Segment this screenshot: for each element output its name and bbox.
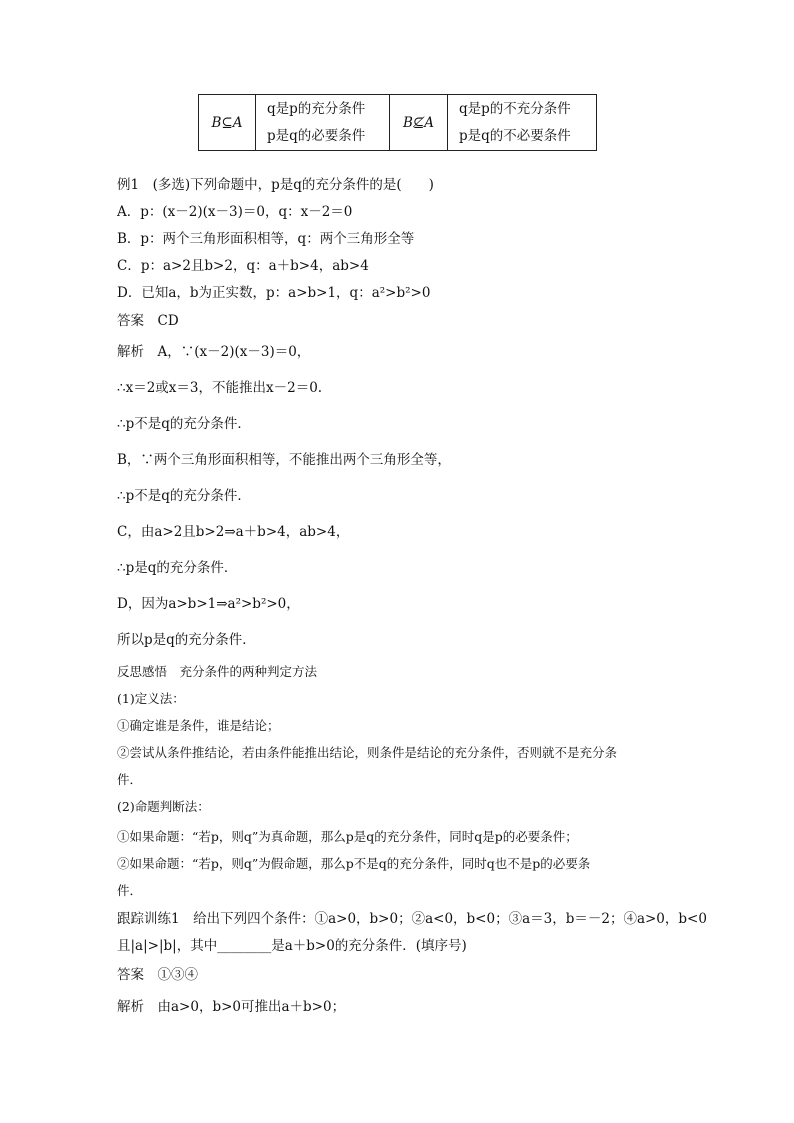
not-subset-cell: B⊈A: [390, 95, 448, 151]
reflection-line: (2)命题判断法：: [117, 799, 210, 814]
desc-line: q是p的不充分条件: [459, 100, 571, 117]
answer: 答案 CD: [117, 313, 179, 329]
desc-cell: [256, 95, 390, 151]
solution-line: D，因为a>b>1⇒a²>b²>0，: [117, 596, 300, 612]
practice-title: 跟踪训练1 给出下列四个条件：①a>0，b>0；②a<0，b<0；③a＝3，b＝－2；④a>0，b<0: [117, 911, 707, 927]
solution-line: ∴x＝2或x＝3，不能推出x－2＝0.: [117, 380, 323, 396]
reflection-line: ②尝试从条件推结论，若由条件能推出结论，则条件是结论的充分条件，否则就不是充分条: [117, 745, 618, 760]
option-a: A．p：(x－2)(x－3)＝0，q：x－2＝0: [117, 204, 353, 220]
solution-line: ∴p不是q的充分条件．: [117, 488, 251, 504]
practice-solution: 解析 由a>0，b>0可推出a＋b>0；: [117, 999, 346, 1015]
reflection-line: ①如果命题：“若p，则q”为真命题，那么p是q的充分条件，同时q是p的必要条件；: [117, 829, 578, 844]
desc-line: q是p的充分条件: [267, 100, 366, 117]
example-title: 例1 (多选)下列命题中，p是q的充分条件的是( ): [117, 177, 434, 193]
solution-line: 解析 A，∵(x－2)(x－3)＝0，: [117, 344, 311, 360]
desc-line: p是q的必要条件: [267, 127, 366, 144]
desc-line: p是q的不必要条件: [459, 127, 571, 144]
solution-line: ∴p不是q的充分条件．: [117, 416, 251, 432]
solution-line: B，∵两个三角形面积相等，不能推出两个三角形全等，: [117, 452, 451, 468]
reflection-line: ②如果命题：“若p，则q”为假命题，那么p不是q的充分条件，同时q也不是p的必要条: [117, 856, 591, 871]
reflection-line: (1)定义法：: [117, 691, 185, 706]
reflection-line: 件．: [117, 883, 143, 898]
subset-cell: B⊆A: [199, 95, 256, 151]
condition-table: [198, 94, 597, 151]
solution-line: ∴p是q的充分条件．: [117, 560, 238, 576]
desc-cell: [448, 95, 597, 151]
option-d: D．已知a，b为正实数，p：a>b>1，q：a²>b²>0: [117, 285, 431, 301]
reflection-heading: 反思感悟 充分条件的两种判定方法: [117, 664, 318, 679]
reflection-line: ①确定谁是条件，谁是结论；: [117, 718, 280, 733]
solution-line: C，由a>2且b>2⇒a＋b>4，ab>4，: [117, 524, 350, 540]
solution-line: 所以p是q的充分条件．: [117, 632, 256, 648]
reflection-line: 件．: [117, 772, 143, 787]
practice-line: 且|a|>|b|，其中________是a＋b>0的充分条件．(填序号): [117, 938, 467, 954]
table-row: [199, 95, 597, 151]
practice-answer: 答案 ①③④: [117, 967, 198, 983]
option-b: B．p：两个三角形面积相等，q：两个三角形全等: [117, 231, 415, 247]
option-c: C．p：a>2且b>2，q：a＋b>4，ab>4: [117, 258, 369, 274]
